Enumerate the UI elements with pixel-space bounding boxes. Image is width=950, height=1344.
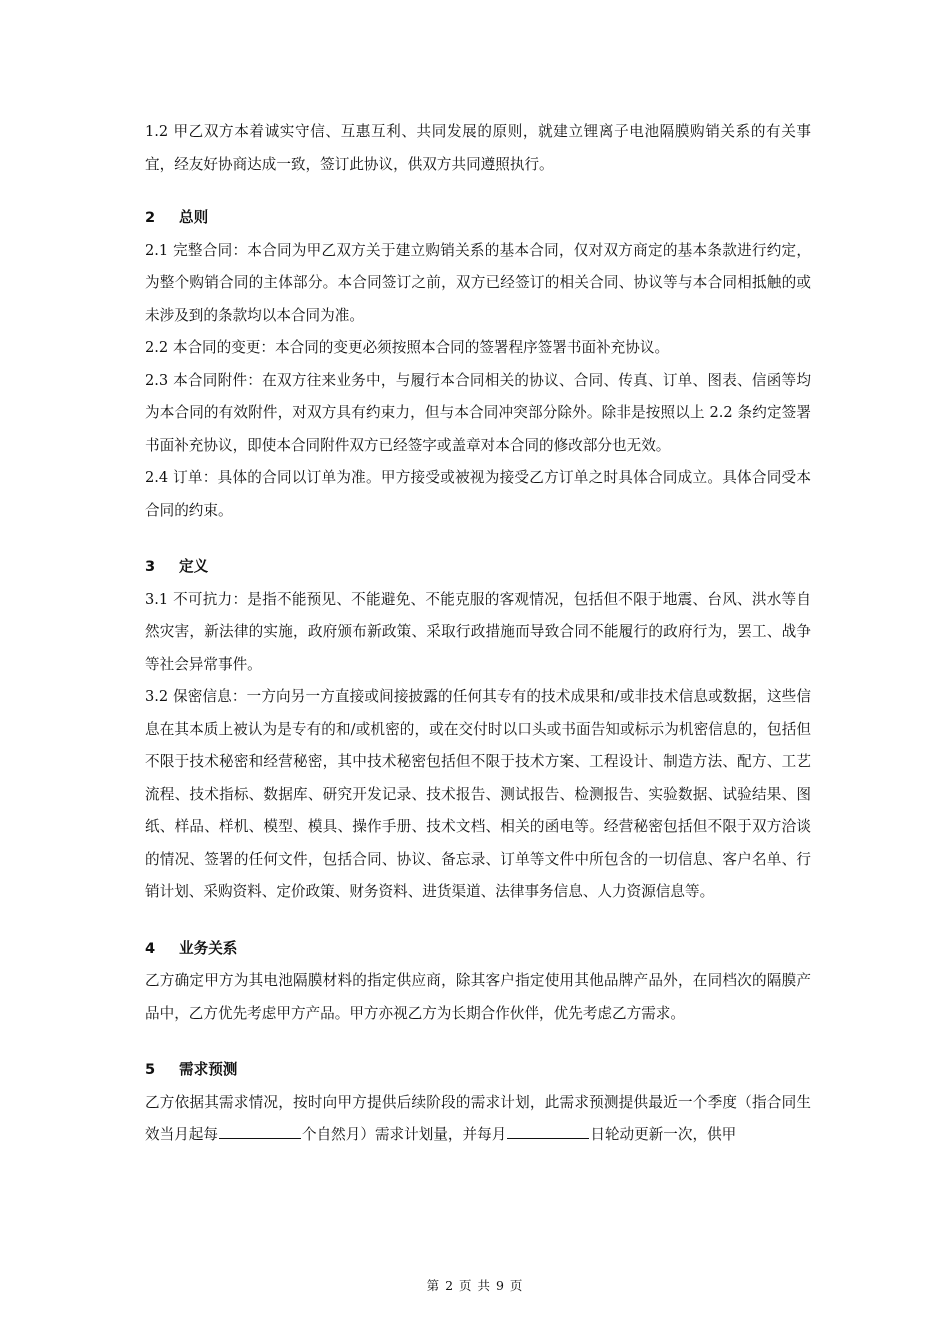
section-3-heading xyxy=(145,551,811,584)
section-5-text-3: 日轮动更新一次，供甲 xyxy=(590,1126,737,1143)
clause-2-2: 2.2 本合同的变更：本合同的变更必须按照本合同的签署程序签署书面补充协议。 xyxy=(145,339,670,356)
section-title: 业务关系 xyxy=(179,939,238,957)
clause-3-1: 3.1 不可抗力：是指不能预见、不能避免、不能克服的客观情况，包括但不限于地震、台风、洪水等自然灾害，新法律的实施，政府颁布新政策、采取行政措施而导致合同不能履行的政府行为，罢工、战争等社会异常事件。 xyxy=(145,590,811,673)
section-number: 5 xyxy=(145,1061,156,1078)
months-blank-field[interactable] xyxy=(219,1124,301,1139)
section-4-body: 乙方确定甲方为其电池隔膜材料的指定供应商，除其客户指定使用其他品牌产品外，在同档次的隔膜产品中，乙方优先考虑甲方产品。甲方亦视乙方为长期合作伙伴，优先考虑乙方需求。 xyxy=(145,972,811,1022)
section-number: 3 xyxy=(145,558,156,575)
section-number: 2 xyxy=(145,209,156,226)
section-number: 4 xyxy=(145,939,156,957)
clause-2-3: 2.3 本合同附件：在双方往来业务中，与履行本合同相关的协议、合同、传真、订单、图表、信函等均为本合同的有效附件，对双方具有约束力，但与本合同冲突部分除外。除非是按照以上 2.2 条约定签署书面补充协议，即使本合同附件双方已经签字或盖章对本合同的修改部分也无效。 xyxy=(145,371,811,454)
clause-2-4: 2.4 订单：具体的合同以订单为准。甲方接受或被视为接受乙方订单之时具体合同成立。具体合同受本合同的约束。 xyxy=(145,469,811,519)
update-day-blank-field[interactable] xyxy=(507,1124,589,1139)
section-title: 总则 xyxy=(179,209,209,226)
section-5-heading xyxy=(145,1054,811,1087)
clause-2-1: 2.1 完整合同：本合同为甲乙双方关于建立购销关系的基本合同，仅对双方商定的基本条款进行约定，为整个购销合同的主体部分。本合同签订之前，双方已经签订的相关合同、协议等与本合同相抵触的或未涉及到的条款均以本合同为准。 xyxy=(145,241,811,324)
document-body xyxy=(145,116,811,1152)
page-footer: 第 2 页 共 9 页 xyxy=(426,1278,524,1293)
section-title: 需求预测 xyxy=(179,1061,238,1078)
section-2-heading xyxy=(145,202,811,235)
clause-1-2: 1.2 甲乙双方本着诚实守信、互惠互利、共同发展的原则，就建立锂离子电池隔膜购销关系的有关事宜，经友好协商达成一致，签订此协议，供双方共同遵照执行。 xyxy=(145,123,811,173)
section-5-text-1: 乙方依据其需求情况，按时向甲方提供后续阶段的需求计划，此需求预测提供最近一个季度（指合同生效当月起每 xyxy=(145,1093,811,1143)
section-4-heading xyxy=(145,933,811,966)
section-title: 定义 xyxy=(179,558,209,575)
section-5-body xyxy=(145,1087,811,1152)
section-5-text-2: 个自然月）需求计划量，并每月 xyxy=(301,1126,507,1143)
clause-3-2: 3.2 保密信息：一方向另一方直接或间接披露的任何其专有的技术成果和/或非技术信息或数据，这些信息在其本质上被认为是专有的和/或机密的，或在交付时以口头或书面告知或标示为机密信息的，包括但不限于技术秘密和经营秘密，其中技术秘密包括但不限于技术方案、工程设计、制造方法、配方、工艺流程、技术指标、数据库、研究开发记录、技术报告、测试报告、检测报告、实验数据、试验结果、图纸、样品、样机、模型、模具、操作手册、技术文档、相关的函电等。经营秘密包括但不限于双方洽谈的情况、签署的任何文件，包括合同、协议、备忘录、订单等文件中所包含的一切信息、客户名单、行销计划、采购资料、定价政策、财务资料、进货渠道、法律事务信息、人力资源信息等。 xyxy=(145,688,811,900)
